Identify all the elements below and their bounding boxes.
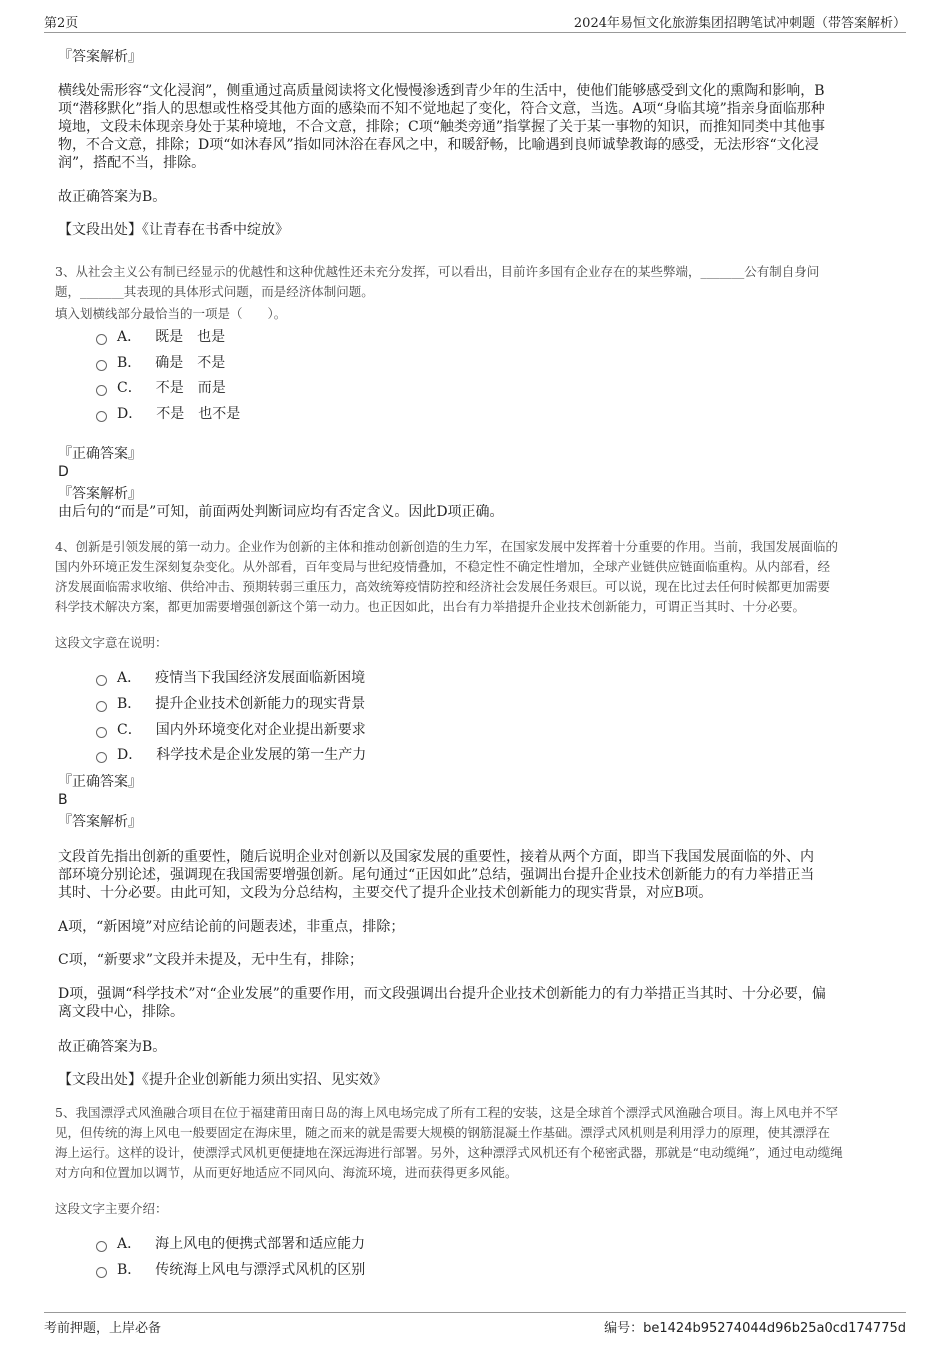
page-header (44, 10, 906, 33)
q2-analysis-line: 润”，搭配不当，排除。 (58, 155, 206, 171)
q3-option-c[interactable]: C． 不是 而是 (96, 377, 226, 397)
radio-icon[interactable] (96, 675, 107, 686)
q2-analysis (58, 82, 890, 172)
q4-stem-line: 国内外环境正发生深刻复杂变化。从外部看，百年变局与世纪疫情叠加，不稳定性不确定性增加，全球产业链供应链面临重构。从内部看，经 (55, 559, 831, 574)
radio-icon[interactable] (96, 1241, 107, 1252)
q4-instruction: 这段文字意在说明： (55, 635, 168, 650)
document-title: 2024年易恒文化旅游集团招聘笔试冲刺题（带答案解析） (573, 16, 906, 31)
q5-stem-line: 5、我国漂浮式风渔融合项目在位于福建莆田南日岛的海上风电场完成了所有工程的安装，这是全球首个漂浮式风渔融合项目。海上风电并不罕 (55, 1105, 838, 1120)
q3-analysis: 由后句的“而是”可知，前面两处判断词应均有否定含义。因此D项正确。 (58, 504, 504, 520)
footer-code: 编号：be1424b95274044d96b25a0cd174775d (604, 1321, 906, 1336)
q4-analysis-line: 文段首先指出创新的重要性，随后说明企业对创新以及国家发展的重要性，接着从两个方面，即当下我国发展面临的外、内 (58, 849, 814, 865)
q5-instruction: 这段文字主要介绍： (55, 1201, 168, 1216)
q4-correct-answer: B (58, 792, 68, 808)
radio-icon[interactable] (96, 727, 107, 738)
q3-instruction: 填入划横线部分最恰当的一项是（ ）。 (55, 306, 287, 321)
q5-stem-line: 对方向和位置加以调节，从而更好地适应不同风向、海流环境，进而获得更多风能。 (55, 1165, 518, 1180)
footer-slogan: 考前押题，上岸必备 (44, 1321, 162, 1336)
radio-icon[interactable] (96, 701, 107, 712)
q4-option-a[interactable]: A． 疫情当下我国经济发展面临新困境 (96, 667, 365, 687)
q3-option-b[interactable]: B． 确是 不是 (96, 352, 225, 372)
q3-stem-line: 3、从社会主义公有制已经显示的优越性和这种优越性还未充分发挥，可以看出，目前许多国有企业存在的某些弊端，_______公有制自身问 (55, 264, 820, 279)
q4-d-note-line: 离文段中心，排除。 (58, 1004, 184, 1020)
q2-analysis-line: 项“潜移默化”指人的思想或性格受其他方面的感染而不知不觉地起了变化，符合文意，当选。A项“身临其境”指亲身面临那种 (58, 101, 825, 117)
q4-conclusion: 故正确答案为B。 (58, 1039, 167, 1055)
q4-analysis (58, 848, 890, 902)
q5-stem-line: 海上运行。这样的设计，使漂浮式风机更便捷地在深远海进行部署。另外，这种漂浮式风机还有个秘密武器，那就是“电动缆绳”，通过电动缆绳 (55, 1145, 843, 1160)
q2-analysis-line: 境地，文段未体现亲身处于某种境地，不合文意，排除；C项“触类旁通”指掌握了关于某一事物的知识，而推知同类中其他事 (58, 119, 826, 135)
q4-option-c[interactable]: C． 国内外环境变化对企业提出新要求 (96, 719, 366, 739)
q3-analysis-title: 『答案解析』 (58, 486, 142, 502)
q2-analysis-line: 横线处需形容“文化浸润”，侧重通过高质量阅读将文化慢慢渗透到青少年的生活中，使他们能够感受到文化的熏陶和影响，B (58, 83, 825, 99)
radio-icon[interactable] (96, 1267, 107, 1278)
q2-analysis-title: 『答案解析』 (58, 49, 142, 65)
q2-source: 【文段出处】《让青春在书香中绽放》 (58, 222, 289, 238)
radio-icon[interactable] (96, 411, 107, 422)
q3-stem (55, 262, 897, 302)
q5-option-b[interactable]: B． 传统海上风电与漂浮式风机的区别 (96, 1259, 365, 1279)
q3-correct-title: 『正确答案』 (58, 446, 142, 462)
q4-a-note: A项，“新困境”对应结论前的问题表述，非重点，排除； (58, 919, 405, 935)
q4-d-note-line: D项，强调“科学技术”对“企业发展”的重要作用，而文段强调出台提升企业技术创新能力的有力举措正当其时、十分必要，偏 (58, 986, 826, 1002)
q5-option-a[interactable]: A． 海上风电的便携式部署和适应能力 (96, 1233, 365, 1253)
page-number: 第2页 (44, 16, 79, 31)
q4-stem-line: 4、创新是引领发展的第一动力。企业作为创新的主体和推动创新创造的生力军，在国家发展中发挥着十分重要的作用。当前，我国发展面临的 (55, 539, 838, 554)
q4-stem-line: 济发展面临需求收缩、供给冲击、预期转弱三重压力，高效统筹疫情防控和经济社会发展任务艰巨。可以说，现在比过去任何时候都更加需要 (55, 579, 831, 594)
radio-icon[interactable] (96, 752, 107, 763)
q3-option-d[interactable]: D． 不是 也不是 (96, 403, 240, 423)
q5-stem (55, 1103, 897, 1183)
q5-stem-line: 见，但传统的海上风电一般要固定在海床里，随之而来的就是需要大规模的钢筋混凝土作基础。漂浮式风机则是利用浮力的原理，使其漂浮在 (55, 1125, 831, 1140)
q2-analysis-line: 物，不合文意，排除；D项“如沐春风”指如同沐浴在春风之中，和暖舒畅，比喻遇到良师诚挚教诲的感受，无法形容“文化浸 (58, 137, 819, 153)
q4-analysis-line: 其时、十分必要。由此可知，文段为分总结构，主要交代了提升企业技术创新能力的现实背景，对应B项。 (58, 885, 713, 901)
q4-option-d[interactable]: D． 科学技术是企业发展的第一生产力 (96, 744, 366, 764)
q4-c-note: C项，“新要求”文段并未提及，无中生有，排除； (58, 952, 364, 968)
q4-analysis-line: 部环境分别论述，强调现在我国需要增强创新。尾句通过“正因如此”总结，强调出台提升企业技术创新能力的有力举措正当 (58, 867, 815, 883)
q4-correct-title: 『正确答案』 (58, 774, 142, 790)
page-footer (44, 1312, 906, 1337)
q4-source: 【文段出处】《提升企业创新能力须出实招、见实效》 (58, 1072, 387, 1088)
radio-icon[interactable] (96, 385, 107, 396)
q4-d-note (58, 985, 890, 1021)
radio-icon[interactable] (96, 334, 107, 345)
q3-option-a[interactable]: A． 既是 也是 (96, 326, 225, 346)
q4-stem (55, 537, 897, 617)
q4-stem-line: 科学技术解决方案，都更加需要增强创新这个第一动力。也正因如此，出台有力举措提升企业技术创新能力，可谓正当其时、十分必要。 (55, 599, 806, 614)
q3-stem-line: 题，_______其表现的具体形式问题，而是经济体制问题。 (55, 284, 374, 299)
q4-analysis-title: 『答案解析』 (58, 814, 142, 830)
q2-conclusion: 故正确答案为B。 (58, 189, 167, 205)
q4-option-b[interactable]: B． 提升企业技术创新能力的现实背景 (96, 693, 365, 713)
q3-correct-answer: D (58, 464, 69, 480)
radio-icon[interactable] (96, 360, 107, 371)
